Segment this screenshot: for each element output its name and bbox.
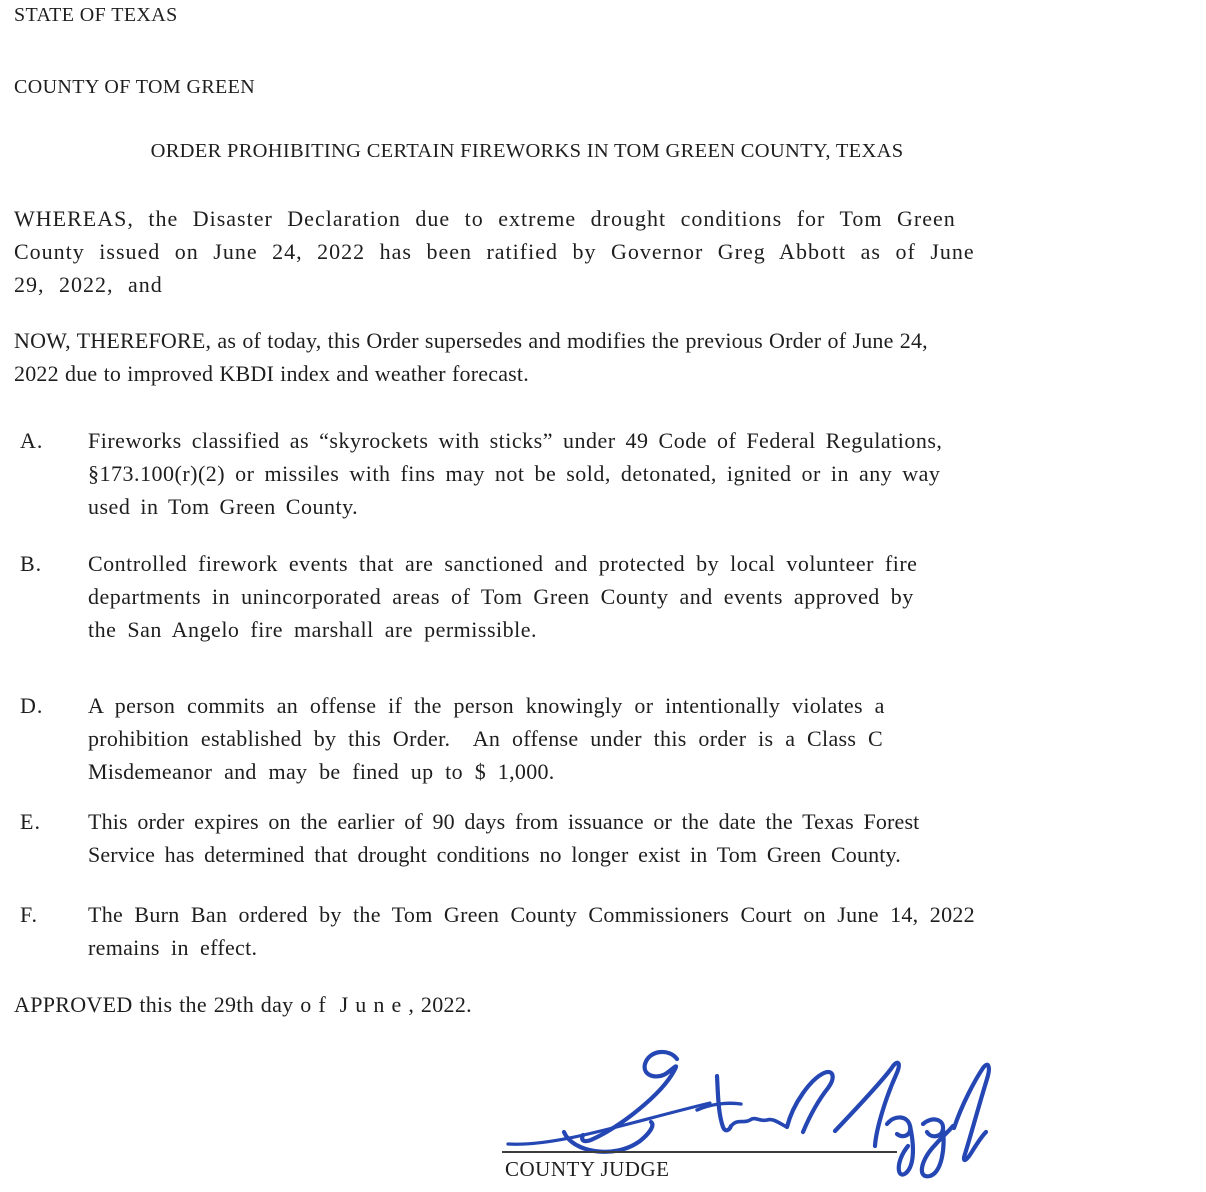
item-letter: A. xyxy=(20,428,44,453)
text-line: A person commits an offense if the person knowingly or intentionally violates a xyxy=(88,693,885,718)
signature-line xyxy=(502,1151,897,1153)
text-line: Fireworks classified as “skyrockets with sticks” under 49 Code of Federal Regulations, xyxy=(88,428,943,453)
text-line: WHEREAS, the Disaster Declaration due to extreme drought conditions for Tom Green xyxy=(14,206,956,231)
list-item-d xyxy=(20,689,885,788)
text-line: 29, 2022, and xyxy=(14,272,163,297)
text-line: prohibition established by this Order. An offense under this order is a Class C xyxy=(88,726,884,751)
text-line: the San Angelo fire marshall are permissible. xyxy=(88,617,537,642)
state-line: STATE OF TEXAS xyxy=(14,4,178,26)
text-line: departments in unincorporated areas of Tom Green County and events approved by xyxy=(88,584,914,609)
text-line: §173.100(r)(2) or missiles with fins may not be sold, detonated, ignited or in any way xyxy=(88,461,941,486)
list-item-b xyxy=(20,547,918,646)
item-letter: E. xyxy=(20,809,41,834)
whereas-paragraph xyxy=(14,202,975,301)
list-item-a xyxy=(20,424,943,523)
text-line: remains in effect. xyxy=(88,935,258,960)
text-line: Controlled firework events that are sanctioned and protected by local volunteer fire xyxy=(88,551,918,576)
text-line: This order expires on the earlier of 90 days from issuance or the date the Texas Forest xyxy=(88,809,920,834)
therefore-paragraph xyxy=(14,324,928,390)
item-letter: F. xyxy=(20,902,38,927)
text-line: NOW, THEREFORE, as of today, this Order supersedes and modifies the previous Order of June 24, xyxy=(14,328,928,353)
document-title: ORDER PROHIBITING CERTAIN FIREWORKS IN TOM GREEN COUNTY, TEXAS xyxy=(150,140,904,162)
item-letter: B. xyxy=(20,551,43,576)
text-line: Misdemeanor and may be fined up to $ 1,000. xyxy=(88,759,555,784)
text-line: County issued on June 24, 2022 has been ratified by Governor Greg Abbott as of June xyxy=(14,239,975,264)
signature-title: COUNTY JUDGE xyxy=(505,1157,670,1181)
text-line: The Burn Ban ordered by the Tom Green County Commissioners Court on June 14, 2022 xyxy=(88,902,975,927)
list-item-f xyxy=(20,898,975,964)
text-line: Service has determined that drought conditions no longer exist in Tom Green County. xyxy=(88,842,901,867)
approval-line: APPROVED this the 29th day o f J u n e , 2022. xyxy=(14,992,472,1017)
text-line: 2022 due to improved KBDI index and weather forecast. xyxy=(14,361,529,386)
county-line: COUNTY OF TOM GREEN xyxy=(14,76,256,98)
list-item-e xyxy=(20,805,920,871)
item-letter: D. xyxy=(20,693,44,718)
text-line: used in Tom Green County. xyxy=(88,494,359,519)
